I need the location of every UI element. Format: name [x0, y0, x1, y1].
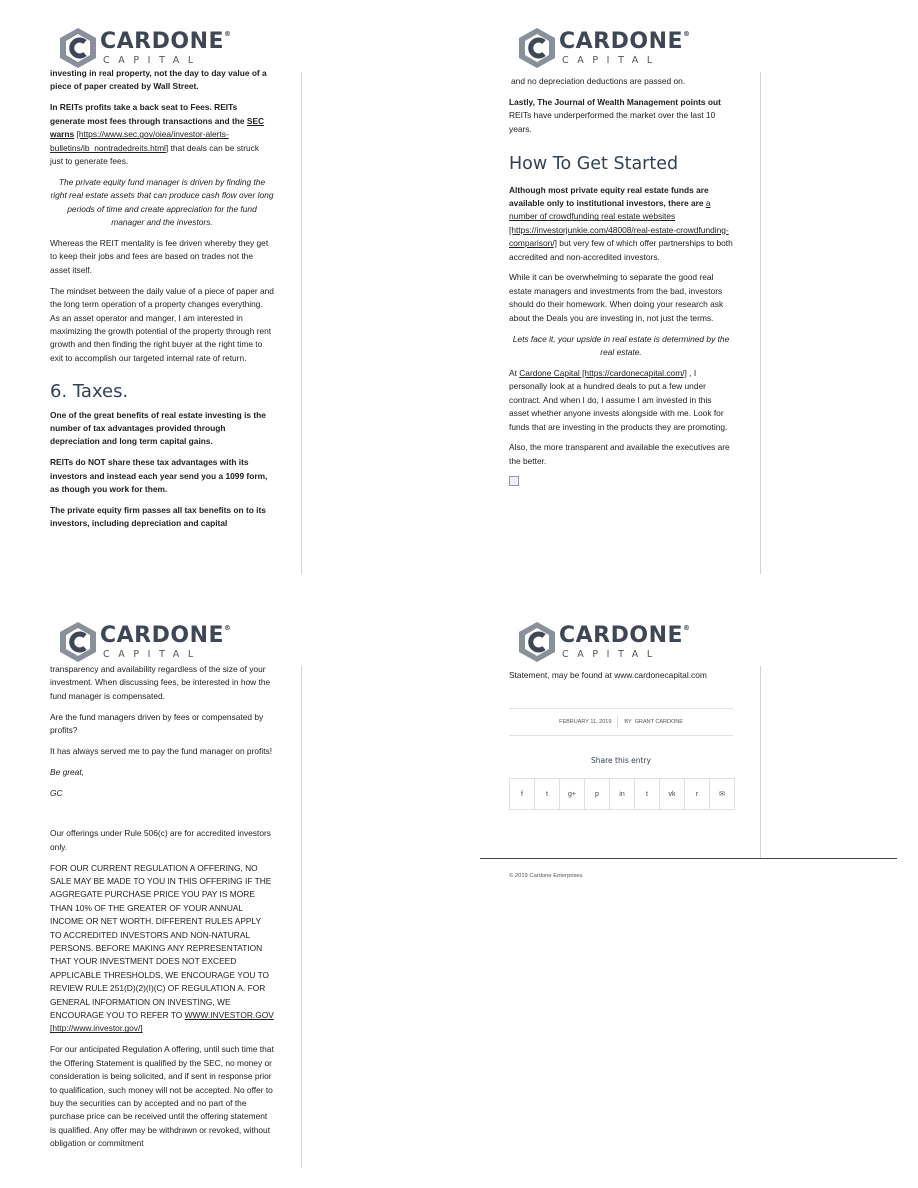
linkedin-icon: in: [619, 790, 625, 798]
column-divider: [301, 666, 302, 1168]
crowdfunding-link[interactable]: a number of crowdfunding real estate websites: [509, 197, 711, 222]
paragraph: Also, the more transparent and available the executives are the better.: [509, 442, 730, 466]
paragraph: For our anticipated Regulation A offering, until such time that the Offering Statement is qualified by the SEC, no money or consideration is being solicited, and if sent in response prior to qualification, such money will not be accepted. No offer to buy the securities can by accepted and no part of the purchase price can be received until the offering statement is qualified. Any offer may be withdrawn or revoked, without obligation or commitment: [50, 1044, 274, 1149]
facebook-icon: f: [521, 790, 523, 798]
logo-registered-mark: ®: [683, 29, 691, 38]
share-linkedin-button[interactable]: [610, 779, 635, 809]
twitter-icon: t: [546, 790, 548, 798]
page-panel-3: [0, 594, 459, 1188]
share-google-plus-button[interactable]: [560, 779, 585, 809]
crowdfunding-url[interactable]: [https://investorjunkie.com/48008/real-estate-crowdfunding-comparison/]: [509, 224, 729, 249]
paragraph: investing in real property, not the day to day value of a piece of paper created by Wall Street.: [50, 68, 267, 92]
investor-gov-link[interactable]: WWW.INVESTOR.GOV [http://www.investor.gov/]: [50, 1010, 274, 1034]
footer-divider: [480, 858, 897, 859]
paragraph: transparency and availability regardless of the size of your investment. When discussing fees, be interested in how the fund manager is compensated.: [50, 664, 271, 701]
tumblr-icon: t: [646, 790, 648, 798]
share-facebook-button[interactable]: [510, 779, 535, 809]
share-tumblr-button[interactable]: [635, 779, 660, 809]
sec-warns-link[interactable]: SEC warns: [50, 115, 265, 140]
image-placeholder: [509, 476, 733, 490]
cardone-logo-mark-icon: [58, 620, 98, 664]
paragraph: REITs do NOT share these tax advantages with its investors and instead each year send you a 1099 form, as though you work for them.: [50, 457, 268, 495]
paragraph-bold: Lastly, The Journal of Wealth Management points out: [509, 96, 721, 107]
section-heading: How To Get Started: [509, 154, 679, 175]
meta-separator: [617, 716, 618, 728]
paragraph: One of the great benefits of real estate investing is the number of tax advantages provided through depreciation and long term capital gains.: [50, 409, 266, 447]
share-pinterest-button[interactable]: [585, 779, 610, 809]
sec-warns-url[interactable]: [https://www.sec.gov/oiea/investor-alerts-bulletins/ib_nontradedreits.html]: [50, 129, 229, 153]
reddit-icon: r: [695, 790, 699, 798]
section-heading: 6. Taxes.: [50, 381, 129, 403]
logo-registered-mark: ®: [224, 29, 232, 38]
broken-image-icon: [509, 476, 519, 486]
paragraph-text: that deals can be struck just to generate fees.: [50, 142, 260, 166]
disclaimer: [50, 862, 274, 1036]
paragraph: [509, 96, 733, 136]
cardone-logo-mark-icon: [58, 26, 98, 70]
column-divider: [760, 666, 761, 858]
cardone-capital-logo[interactable]: [517, 618, 691, 666]
paragraph-text: At: [509, 367, 520, 378]
paragraph: It has always served me to pay the fund manager on profits!: [50, 746, 273, 757]
paragraph: The private equity firm passes all tax benefits on to its investors, including depreciation and capital: [50, 504, 266, 529]
column-divider: [760, 72, 761, 574]
logo-word: CARDONE: [559, 28, 684, 54]
cardone-capital-link[interactable]: Cardone Capital [https://cardonecapital.com/]: [519, 367, 687, 378]
logo-registered-mark: ®: [683, 623, 691, 632]
disclaimer-text: FOR OUR CURRENT REGULATION A OFFERING, NO SALE MAY BE MADE TO YOU IN THIS OFFERING IF THE AGGREGATE PURCHASE PRICE YOU PAY IS MORE THAN 10% OF THE GREATER OF YOUR ANNUAL INCOME OR NET WORTH. DIFFERENT RULES APPLY TO ACCREDITED INVESTORS AND NON-NATURAL PERSONS. BEFORE MAKING ANY REPRESENTATION THAT YOUR INVESTMENT DOES NOT EXCEED APPLICABLE THRESHOLDS, WE ENCOURAGE YOU TO REVIEW RULE 251(D)(2)(I)(C) OF REGULATION A. FOR GENERAL INFORMATION ON INVESTING, WE ENCOURAGE YOU TO REFER TO: [50, 862, 272, 1021]
mail-icon: ✉: [719, 791, 725, 798]
cardone-capital-logo[interactable]: [517, 24, 691, 72]
signoff: Be great,: [50, 766, 84, 777]
logo-word: CARDONE: [559, 622, 684, 648]
share-mail-button[interactable]: [710, 779, 734, 809]
paragraph-text: but very few of which offer partnerships to both accredited and non-accredited investors.: [509, 238, 733, 262]
pinterest-icon: p: [595, 790, 599, 798]
article-column: [509, 669, 733, 690]
page-panel-4: [459, 594, 918, 1188]
logo-subtitle: CAPITAL: [103, 648, 202, 660]
logo-word: CARDONE: [100, 28, 225, 54]
article-column: [50, 663, 274, 1158]
pull-quote: The private equity fund manager is driven by finding the right real estate assets that can produce cash flow over long periods of time and create appreciation for the fund manager and the investors.: [50, 176, 274, 228]
vk-icon: vk: [668, 790, 676, 798]
cardone-logo-mark-icon: [517, 620, 557, 664]
paragraph-bold: Although most private equity real estate funds are available only to institutional investors, there are: [509, 184, 709, 208]
page-panel-2: [459, 0, 918, 594]
copyright: © 2019 Cardone Enterprises: [509, 873, 583, 879]
paragraph: [50, 101, 274, 168]
paragraph: The mindset between the daily value of a piece of paper and the long term operation of a property changes everything. As an asset operator and manger, I am interested in maximizing the growth potential of the property through rent growth and then finding the right buyer at the right time to exit to accomplish our targeted internal rate of return.: [50, 285, 274, 363]
google-plus-icon: g+: [568, 790, 576, 798]
cardone-logo-mark-icon: [517, 26, 557, 70]
article-column: [509, 75, 733, 498]
page-panel-1: [0, 0, 459, 594]
cardone-capital-logo[interactable]: [58, 618, 232, 666]
paragraph: and no depreciation deductions are passed on.: [511, 76, 686, 86]
paragraph: [509, 184, 733, 264]
share-reddit-button[interactable]: [685, 779, 710, 809]
paragraph-text: , I personally look at a hundred deals to put a few under contract. And when I do, I assume I am invested in this asset whether anyone invests alongside with me. Look for funds that are investing in the products they are promoting.: [509, 367, 728, 432]
cardone-capital-logo[interactable]: [58, 24, 232, 72]
share-twitter-button[interactable]: [535, 779, 560, 809]
post-meta: [509, 708, 733, 736]
paragraph: Our offerings under Rule 506(c) are for accredited investors only.: [50, 828, 271, 852]
logo-subtitle: CAPITAL: [562, 648, 661, 660]
logo-registered-mark: ®: [224, 623, 232, 632]
article-column: [50, 67, 274, 538]
share-buttons: [509, 778, 735, 810]
paragraph: Statement, may be found at www.cardonecapital.com: [509, 670, 707, 680]
paragraph-text: In REITs profits take a back seat to Fees. REITs generate most fees through transactions and the: [50, 102, 245, 126]
share-vk-button[interactable]: [660, 779, 685, 809]
author-link[interactable]: GRANT CARDONE: [634, 719, 683, 725]
logo-word: CARDONE: [100, 622, 225, 648]
paragraph-text: REITs have underperformed the market over the last 10 years.: [509, 110, 716, 134]
column-divider: [301, 72, 302, 574]
paragraph: Whereas the REIT mentality is fee driven whereby they get to keep their jobs and fees are based on trades not the asset itself.: [50, 237, 269, 275]
paragraph: Are the fund managers driven by fees or compensated by profits?: [50, 711, 264, 736]
pull-quote: Lets face it, your upside in real estate is determined by the real estate.: [512, 333, 730, 357]
by-label: BY: [624, 719, 632, 725]
logo-subtitle: CAPITAL: [562, 54, 661, 66]
share-title: Share this entry: [591, 756, 651, 765]
logo-subtitle: CAPITAL: [103, 54, 202, 66]
paragraph: While it can be overwhelming to separate the good real estate managers and investments from the bad, investors should do their homework. When doing your research ask about the Deals you are investing in, not just the terms.: [509, 272, 724, 323]
post-date: FEBRUARY 11, 2019: [559, 719, 612, 725]
paragraph: [509, 367, 733, 434]
signature-initials: GC: [50, 787, 63, 798]
